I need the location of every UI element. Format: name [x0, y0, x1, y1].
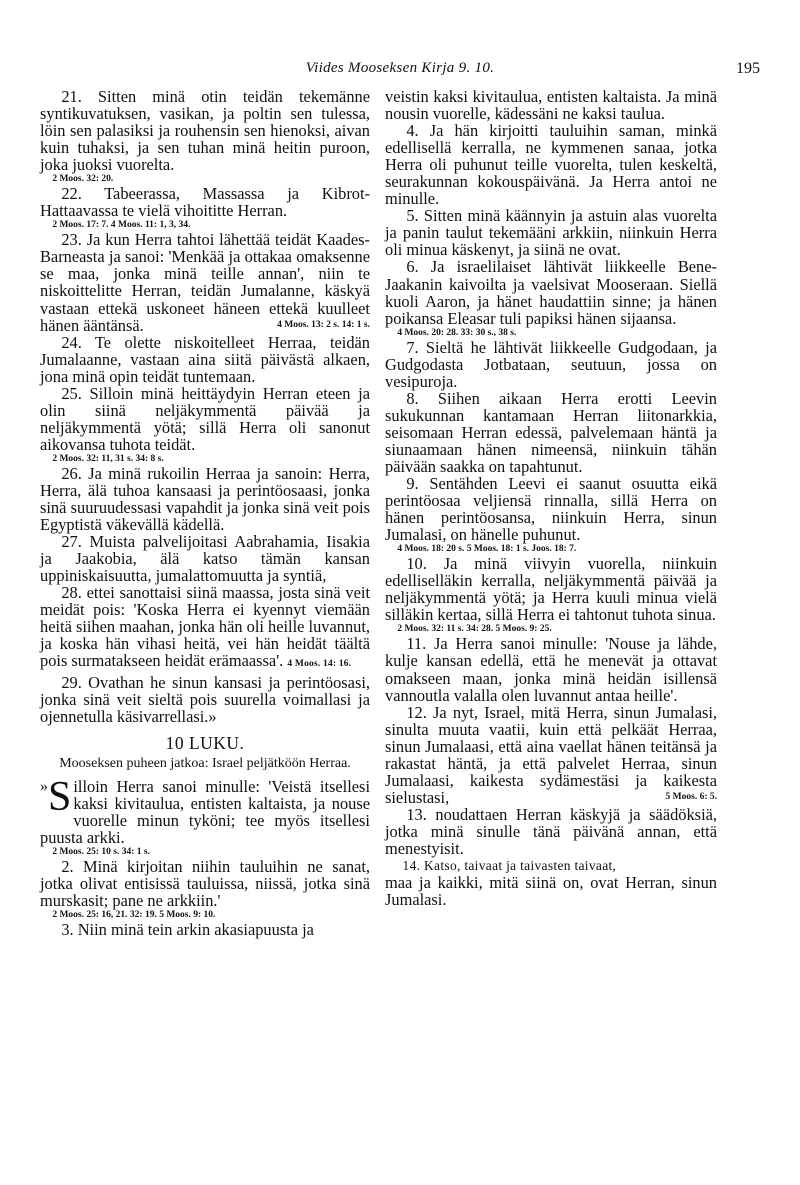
verse-text: 26. Ja minä rukoilin Herraa ja sanoin: Herra, Herra, älä tuhoa kansaasi ja perintöosaasi, jonka sinä suuruudessasi vapahdit ja jonka sinä veit pois Egyptistä väkevällä kädellä. [40, 463, 370, 535]
verse-text: 21. Sitten minä otin teidän tekemänne syntikuvatuksen, vasikan, ja poltin sen tulessa, löin sen palasiksi ja rouhensin sen hienoksi, aivan kuin tuhaksi, ja sen tuhan minä heitin puroon, joka juoksi vuorelta. [40, 87, 370, 175]
verse-13 [385, 806, 717, 857]
verse-1 [40, 773, 370, 847]
verse-29 [40, 674, 370, 725]
cross-reference: 4 Moos. 13: 2 s. 14: 1 s. [277, 319, 370, 330]
verse-text: veistin kaksi kivitaulua, entisten kaltaista. Ja minä nousin vuorelle, kädessäni ne kaksi taulua. [385, 87, 717, 124]
drop-cap: S [48, 773, 72, 820]
cross-reference: 4 Moos. 14: 16. [287, 659, 352, 670]
page-number: 195 [736, 60, 760, 77]
running-header [36, 60, 764, 82]
verse-text: 27. Muista palvelijoitasi Aabrahamia, Iisakia ja Jaakobia, älä katso tämän kansan uppiniskaisuutta, jumalattomuutta ja syntiä, [40, 532, 370, 586]
verse-text: 24. Te olette niskoitelleet Herraa, teidän Jumalaanne, vastaan aina siitä päivästä alkaen, jona minä opin teidät tuntemaan. [40, 332, 370, 386]
verse-25 [40, 385, 370, 453]
verse-text: 9. Sentähden Leevi ei saanut osuutta eikä perintöosaa veljiensä rinnalla, sillä Herra on hänen perintöosansa, niinkuin Herra, sinun Jumalasi, on hänelle puhunut. [385, 474, 717, 545]
verse-text: 4. Ja hän kirjoitti tauluihin saman, minkä edellisellä kerralla, ne kymmenen sanaa, jotka Herra oli puhunut teille vuorelta, tulen keskeltä, seurakunnan kokouspäivänä. Ja Herra antoi ne minulle. [385, 121, 717, 209]
verse-28 [40, 584, 370, 673]
verse-12 [385, 704, 717, 806]
verse-10 [385, 555, 717, 623]
verse-6 [385, 258, 717, 326]
cross-reference: 4 Moos. 20: 28. 33: 30 s., 38 s. [397, 327, 517, 338]
chapter-summary: Mooseksen puheen jatkoa: Israel peljätköön Herraa. [59, 755, 351, 771]
verse-3-continued [385, 88, 717, 122]
verse-3 [40, 921, 370, 938]
left-column [40, 88, 370, 938]
verse-9 [385, 475, 717, 543]
verse-text: 7. Sieltä he lähtivät liikkeelle Gudgodaan, ja Gudgodasta Jotbataan, seutuun, jossa on vesipuroja. [385, 337, 717, 391]
verse-5 [385, 207, 717, 258]
verse-8 [385, 390, 717, 475]
verse-text: 29. Ovathan he sinun kansasi ja perintöosasi, jonka sinä veit sieltä pois suurella voimallasi ja ojennetulla käsivarrellasi.» [40, 672, 370, 726]
verse-text: 6. Ja israelilaiset lähtivät liikkeelle Bene-Jaakanin kaivoilta ja vaelsivat Mooseraan. Siellä kuoli Aaron, ja hänet haudattiin sinne; ja hänen poikansa Eleasar tuli papiksi hänen sijaansa. [385, 257, 717, 328]
verse-text: 12. Ja nyt, Israel, mitä Herra, sinun Jumalasi, sinulta muuta vaatii, kuin että pelkäät Herraa, sinun Jumalaasi, että aina vaellat hänen teitänsä ja rakastat häntä, ja että palvelet Herraa, sinun Jumalaasi, kaikesta sydämestäsi ja kaikesta sielustasi, [385, 702, 717, 807]
cross-reference: 5 Moos. 6: 5. [665, 791, 717, 802]
cross-reference: 4 Moos. 18: 20 s. 5 Moos. 18: 1 s. Joos. 18: 7. [397, 544, 577, 555]
chapter-heading: 10 LUKU. [165, 732, 245, 753]
quote-mark: » [40, 777, 48, 795]
verse-text: 5. Sitten minä käännyin ja astuin alas vuorelta ja panin taulut tekemääni arkkiin, niinkuin Herra oli minua käskenyt, ja siinä ne ovat. [385, 206, 717, 260]
verse-23 [40, 231, 370, 333]
verse-text: 10. Ja minä viivyin vuorella, niinkuin edelliselläkin kerralla, neljäkymmentä päivää ja neljäkymmentä yötä; ja Herra kuuli minua vielä silläkin kertaa, sillä Herra ei tahtonut tuhota sinua. [385, 554, 717, 625]
verse-text: 28. ettei sanottaisi siinä maassa, josta sinä veit meidät pois: 'Koska Herra ei kyennyt viemään heitä siihen maahan, jonka hän oli heille luvannut, ja koska hän vihasi heitä, vei hän heidät täältä pois surmatakseen heidät erämaassa'. [40, 583, 370, 671]
verse-text: 3. Niin minä tein arkin akasiapuusta ja [61, 920, 314, 940]
verse-text: 2. Minä kirjoitan niihin tauluihin ne sanat, jotka olivat entisissä tauluissa, niissä, jotka sinä murskasit; pane ne arkkiin.' [40, 856, 370, 910]
cross-reference: 2 Moos. 25: 16, 21. 32: 19. 5 Moos. 9: 10. [52, 910, 216, 921]
verse-text: 13. noudattaen Herran käskyjä ja säädöksiä, jotka minä sinulle tänä päivänä annan, että menestyisit. [385, 804, 717, 858]
cross-reference: 2 Moos. 32: 11 s. 34: 28. 5 Moos. 9: 25. [397, 624, 552, 635]
verse-27 [40, 533, 370, 584]
verse-11 [385, 635, 717, 703]
running-title: Viides Mooseksen Kirja 9. 10. [305, 60, 495, 76]
cross-reference: 2 Moos. 25: 10 s. 34: 1 s. [52, 846, 150, 857]
verse-text: 25. Silloin minä heittäydyin Herran eteen ja olin siinä neljäkymmentä päivää ja neljäkymmentä yötä; sillä Herra oli sanonut aikovansa tuhota teidät. [40, 383, 370, 454]
verse-21 [40, 88, 370, 173]
verse-2 [40, 858, 370, 909]
verse-text: maa ja kaikki, mitä siinä on, ovat Herran, sinun Jumalasi. [385, 873, 717, 910]
verse-text: 11. Ja Herra sanoi minulle: 'Nouse ja lähde, kulje kansan edellä, että he menevät ja ottavat omakseen maan, jonka minä heidän isillensä vannoutla valalla olen luvannut antaa heille'. [385, 634, 717, 705]
verse-14-note: 14. Katso, taivaat ja taivasten taivaat, [402, 858, 617, 874]
verse-24 [40, 334, 370, 385]
cross-reference: 2 Moos. 32: 20. [52, 174, 114, 185]
verse-26 [40, 465, 370, 533]
verse-14 [385, 874, 717, 908]
right-column [385, 88, 717, 908]
verse-text: 8. Siihen aikaan Herra erotti Leevin sukukunnan kantamaan Herran liitonarkkia, seisomaan Herran edessä, palvelemaan häntä ja siunaamaan hänen nimeensä, niinkuin tähän päivään saakka on tapahtunut. [385, 388, 717, 476]
verse-text: 22. Tabeerassa, Massassa ja Kibrot-Hattaavassa te vielä vihoititte Herran. [40, 184, 370, 221]
verse-22 [40, 185, 370, 219]
verse-text: 23. Ja kun Herra tahtoi lähettää teidät Kaades-Barneasta ja sanoi: 'Menkää ja ottakaa omaksenne se maa, jonka minä teille annan', niin te niskoittelitte Herran, teidän Jumalanne, käskyä vastaan ettekä uskoneet häneen ettekä kuulleet hänen ääntänsä. [40, 230, 370, 335]
verse-4 [385, 122, 717, 207]
verse-7 [385, 339, 717, 390]
verse-text: illoin Herra sanoi minulle: 'Veistä itsellesi kaksi kivitaulua, entisten kaltaista, ja nouse vuorelle minun tyköni; tee myös itsellesi puusta arkki. [40, 776, 370, 847]
cross-reference: 2 Moos. 17: 7. 4 Moos. 11: 1, 3, 34. [52, 220, 191, 231]
cross-reference: 2 Moos. 32: 11, 31 s. 34: 8 s. [52, 453, 164, 464]
